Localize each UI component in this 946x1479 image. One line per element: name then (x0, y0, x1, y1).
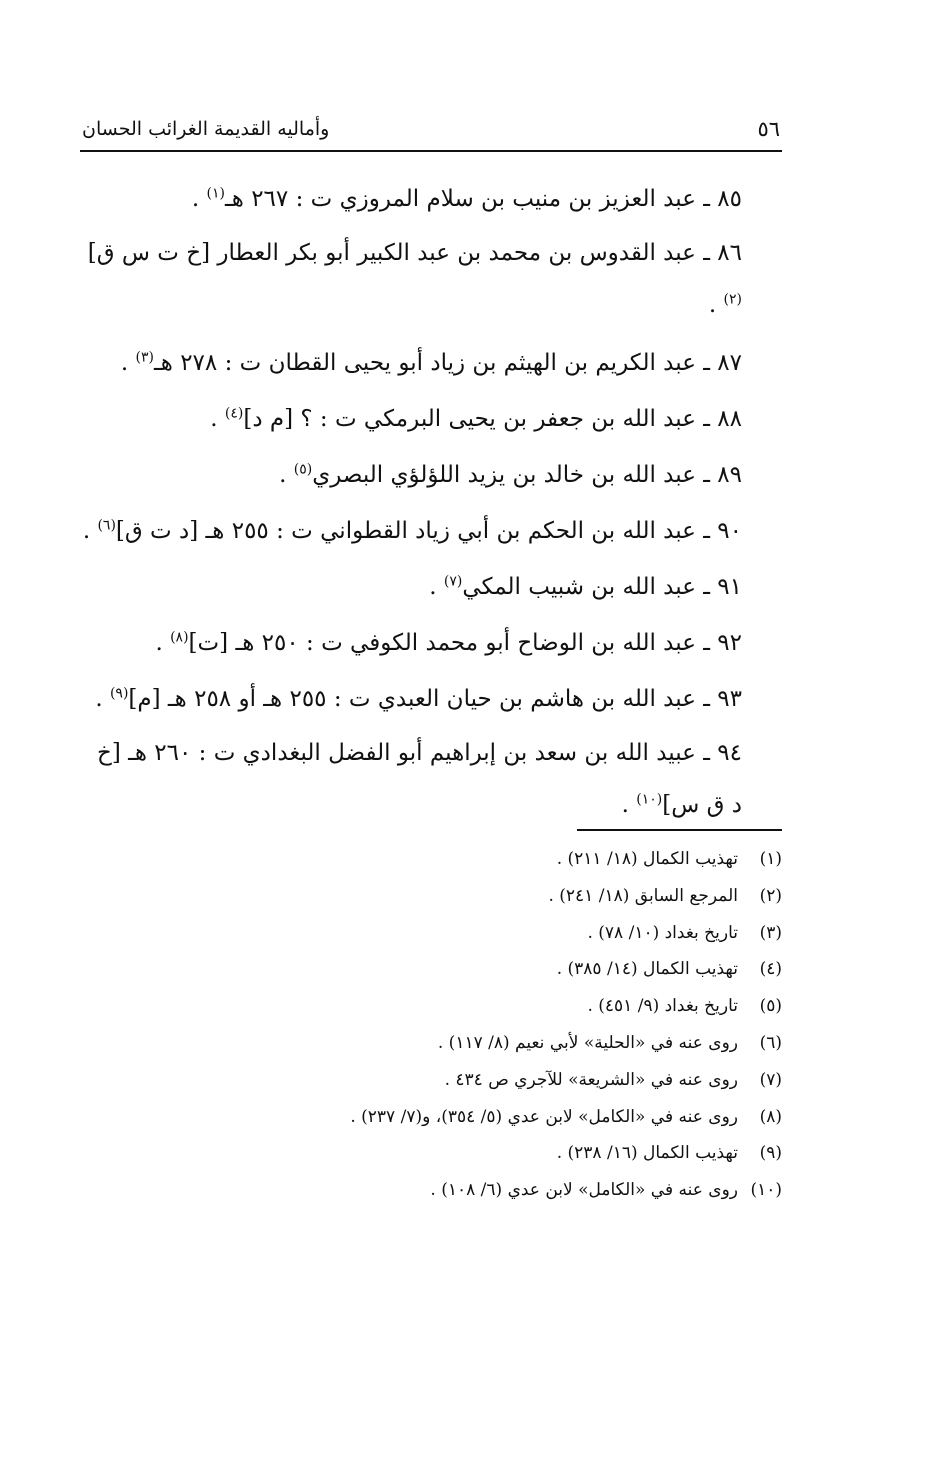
footnote-ref: (٤) (224, 405, 244, 422)
footnote (282, 1172, 782, 1209)
footnote-text: روى عنه في «الكامل» لابن عدي (٥/ ٣٥٤)، و(٧/ ٢٣٧) . (350, 1106, 738, 1127)
footnote-ref: (٧) (443, 573, 463, 590)
footnote (282, 878, 782, 915)
entry-tail: . (82, 518, 98, 544)
entry-tail: . (279, 462, 294, 488)
list-item (82, 615, 782, 671)
footnote-text: روى عنه في «الشريعة» للآجري ص ٤٣٤ . (444, 1069, 738, 1090)
footnote-ref: (٣) (135, 349, 155, 366)
footnote-ref: (٦) (97, 517, 116, 534)
narrator-list (82, 171, 782, 835)
entry-text: ٨٩ ـ عبد الله بن خالد بن يزيد اللؤلؤي البصري (312, 462, 742, 488)
footnote-ref: (٨) (170, 629, 189, 646)
footnote-number: (٦) (759, 1032, 782, 1053)
footnote (282, 951, 782, 988)
entry-text: ٩٢ ـ عبد الله بن الوضاح أبو محمد الكوفي ت : ٢٥٠ هـ [ت] (188, 630, 742, 656)
entry-tail: . (708, 292, 724, 318)
footnote-number: (٤) (759, 959, 782, 980)
footnote-number: (٧) (759, 1069, 782, 1090)
book-title: وأماليه القديمة الغرائب الحسان (82, 118, 330, 140)
entry-text: ٨٨ ـ عبد الله بن جعفر بن يحيى البرمكي ت : ؟ [م د] (243, 406, 742, 432)
footnote-text: تهذيب الكمال (١٤/ ٣٨٥) . (556, 959, 738, 980)
page-number: ٥٦ (757, 117, 780, 141)
list-item (82, 727, 782, 831)
footnote-number: (٥) (759, 996, 782, 1017)
footnote-rule (577, 829, 782, 831)
footnote (282, 1135, 782, 1172)
entry-text: ٩٠ ـ عبد الله بن الحكم بن أبي زياد القطواني ت : ٢٥٥ هـ [د ت ق] (115, 518, 742, 544)
entry-tail: . (210, 406, 225, 432)
list-item (82, 227, 782, 331)
entry-text: ٩٤ ـ عبيد الله بن سعد بن إبراهيم أبو الفضل البغدادي ت : ٢٦٠ هـ [خ د ق س] (96, 740, 742, 818)
entry-tail: . (95, 686, 110, 712)
footnote-number: (٣) (759, 922, 782, 943)
footnote (282, 988, 782, 1025)
entry-text: ٨٧ ـ عبد الكريم بن الهيثم بن زياد أبو يحيى القطان ت : ٢٧٨ هـ (154, 350, 742, 376)
footnote-text: روى عنه في «الكامل» لابن عدي (٦/ ١٠٨) . (430, 1180, 738, 1201)
footnote (282, 1062, 782, 1099)
footnote-number: (٩) (759, 1143, 782, 1164)
list-item (82, 171, 782, 227)
entry-tail: . (120, 350, 136, 376)
footnote-ref: (٢) (723, 291, 742, 308)
footnote (282, 1099, 782, 1136)
entry-text: ٩١ ـ عبد الله بن شبيب المكي (462, 574, 742, 600)
footnote-text: تاريخ بغداد (١٠/ ٧٨) . (587, 922, 738, 943)
list-item (82, 335, 782, 391)
footnote-text: تاريخ بغداد (٩/ ٤٥١) . (587, 996, 738, 1017)
footnote-text: روى عنه في «الحلية» لأبي نعيم (٨/ ١١٧) . (437, 1032, 738, 1053)
list-item (82, 447, 782, 503)
footnote (282, 841, 782, 878)
entry-tail: . (429, 574, 444, 600)
entry-text: ٨٥ ـ عبد العزيز بن منيب بن سلام المروزي ت : ٢٦٧ هـ (225, 186, 742, 212)
footnote (282, 1025, 782, 1062)
footnote-ref: (٩) (109, 685, 129, 702)
footnote-text: تهذيب الكمال (١٨/ ٢١١) . (556, 849, 738, 869)
footnote-ref: (١) (206, 185, 226, 202)
footnote-number: (٨) (759, 1106, 782, 1127)
list-item (82, 671, 782, 727)
footnote-ref: (٥) (293, 461, 313, 478)
header-rule (80, 150, 782, 152)
list-item (82, 391, 782, 447)
footnote-ref: (١٠) (636, 791, 663, 808)
entry-text: ٨٦ ـ عبد القدوس بن محمد بن عبد الكبير أبو بكر العطار [خ ت س ق] (87, 240, 742, 266)
footnotes (282, 841, 782, 1209)
entry-tail: . (191, 186, 207, 212)
footnote-text: تهذيب الكمال (١٦/ ٢٣٨) . (556, 1143, 738, 1164)
footnote-number: (١) (759, 849, 782, 869)
footnote (282, 915, 782, 952)
list-item (82, 503, 782, 559)
footnote-number: (٢) (759, 885, 782, 906)
entry-tail: . (155, 630, 171, 656)
footnote-text: المرجع السابق (١٨/ ٢٤١) . (548, 885, 738, 906)
entry-tail: . (621, 792, 637, 818)
footnote-number: (١٠) (750, 1180, 782, 1201)
entry-text: ٩٣ ـ عبد الله بن هاشم بن حيان العبدي ت : ٢٥٥ هـ أو ٢٥٨ هـ [م] (128, 686, 742, 712)
list-item (82, 559, 782, 615)
running-head (82, 112, 780, 146)
